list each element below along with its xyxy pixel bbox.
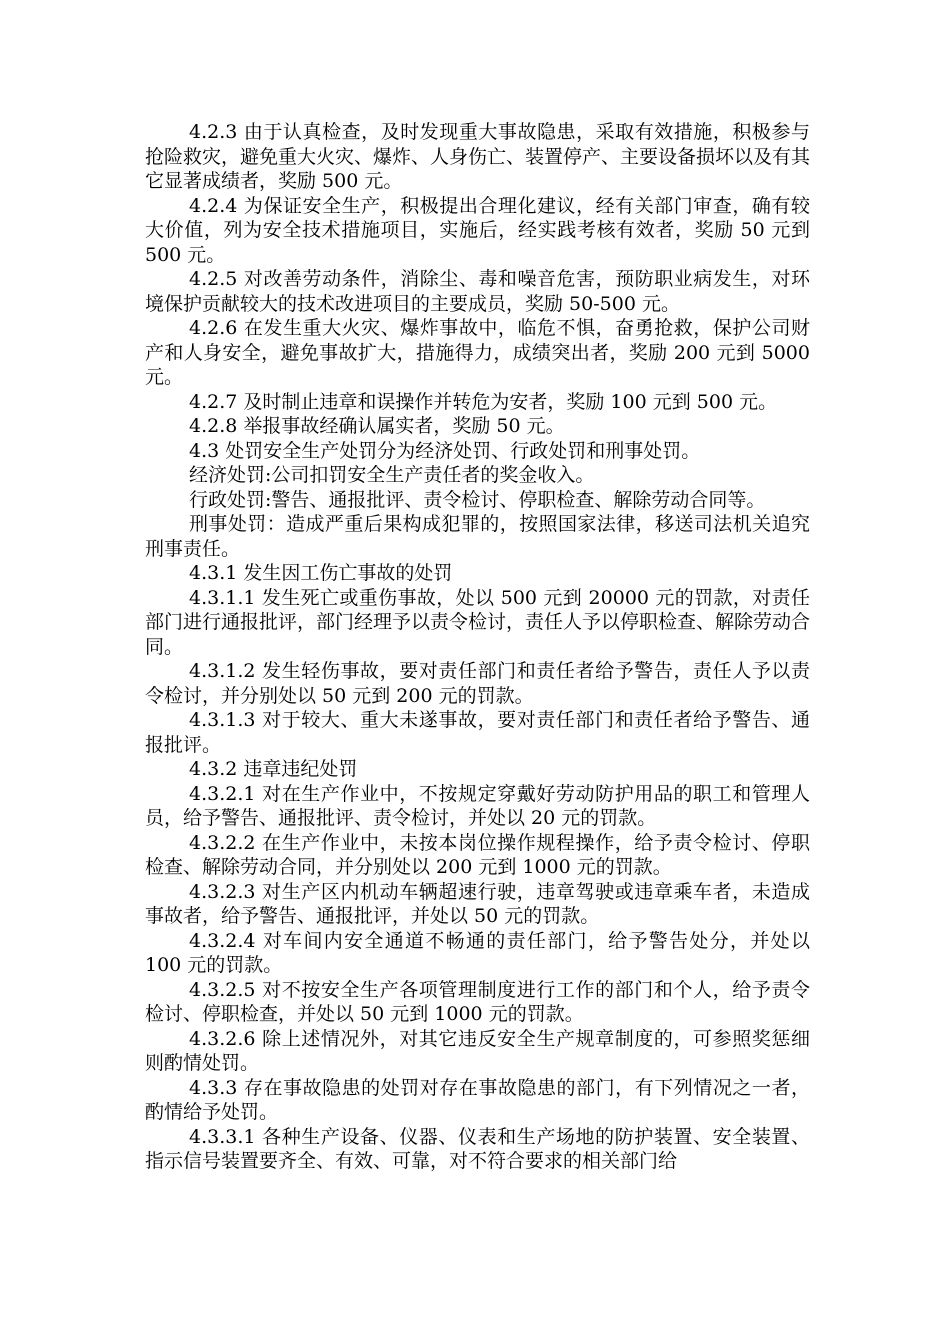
paragraph-4-2-5: 4.2.5 对改善劳动条件，消除尘、毒和噪音危害，预防职业病发生，对环境保护贡献较大的技术改进项目的主要成员，奖励 50-500 元。 — [145, 268, 810, 315]
paragraph-4-3-1-1: 4.3.1.1 发生死亡或重伤事故，处以 500 元到 20000 元的罚款，对责任部门进行通报批评，部门经理予以责令检讨，责任人予以停职检查、解除劳动合同。 — [145, 586, 811, 658]
paragraph-4-3-1: 4.3.1 发生因工伤亡事故的处罚 — [189, 562, 453, 584]
paragraph-4-3-2-6: 4.3.2.6 除上述情况外，对其它违反安全生产规章制度的，可参照奖惩细则酌情处罚。 — [145, 1027, 810, 1074]
paragraph-4-2-8: 4.2.8 举报事故经确认属实者，奖励 50 元。 — [189, 415, 565, 437]
paragraph-4-3-2-1: 4.3.2.1 对在生产作业中，不按规定穿戴好劳动防护用品的职工和管理人员，给予警告、通报批评、责令检讨，并处以 20 元的罚款。 — [145, 782, 810, 829]
paragraph-4-3-2: 4.3.2 违章违纪处罚 — [189, 758, 358, 780]
paragraph-4-2-3: 4.2.3 由于认真检查，及时发现重大事故隐患，采取有效措施，积极参与抢险救灾，避免重大火灾、爆炸、人身伤亡、装置停产、主要设备损坏以及有其它显著成绩者，奖励 500 元。 — [145, 121, 811, 192]
document-page — [145, 120, 810, 1174]
paragraph-administrative-penalty: 行政处罚:警告、通报批评、责令检讨、停职检查、解除劳动合同等。 — [189, 488, 766, 511]
paragraph-4-3-1-3: 4.3.1.3 对于较大、重大未遂事故，要对责任部门和责任者给予警告、通报批评。 — [145, 709, 810, 756]
paragraph-4-3-2-3: 4.3.2.3 对生产区内机动车辆超速行驶，违章驾驶或违章乘车者，未造成事故者，给予警告、通报批评，并处以 50 元的罚款。 — [145, 880, 810, 927]
paragraph-4-3-2-4: 4.3.2.4 对车间内安全通道不畅通的责任部门，给予警告处分，并处以 100 元的罚款。 — [145, 929, 810, 976]
paragraph-4-2-6: 4.2.6 在发生重大火灾、爆炸事故中，临危不惧，奋勇抢救，保护公司财产和人身安全，避免事故扩大，措施得力，成绩突出者，奖励 200 元到 5000 元。 — [145, 317, 810, 388]
paragraph-4-3: 4.3 处罚安全生产处罚分为经济处罚、行政处罚和刑事处罚。 — [189, 439, 701, 462]
paragraph-4-3-3: 4.3.3 存在事故隐患的处罚对存在事故隐患的部门，有下列情况之一者，酌情给予处罚。 — [145, 1076, 810, 1123]
paragraph-4-3-1-2: 4.3.1.2 发生轻伤事故，要对责任部门和责任者给予警告，责任人予以责令检讨，并分别处以 50 元到 200 元的罚款。 — [145, 660, 810, 707]
paragraph-criminal-penalty: 刑事处罚：造成严重后果构成犯罪的，按照国家法律，移送司法机关追究刑事责任。 — [145, 513, 810, 560]
paragraph-4-3-2-5: 4.3.2.5 对不按安全生产各项管理制度进行工作的部门和个人，给予责令检讨、停职检查，并处以 50 元到 1000 元的罚款。 — [145, 978, 810, 1025]
paragraph-4-3-2-2: 4.3.2.2 在生产作业中，未按本岗位操作规程操作，给予责令检讨、停职检查、解除劳动合同，并分别处以 200 元到 1000 元的罚款。 — [145, 831, 810, 878]
paragraph-4-3-3-1: 4.3.3.1 各种生产设备、仪器、仪表和生产场地的防护装置、安全装置、指示信号装置要齐全、有效、可靠，对不符合要求的相关部门给 — [145, 1125, 810, 1172]
paragraph-4-2-4: 4.2.4 为保证安全生产，积极提出合理化建议，经有关部门审查，确有较大价值，列为安全技术措施项目，实施后，经实践考核有效者，奖励 50 元到 500 元。 — [145, 194, 810, 266]
paragraph-economic-penalty: 经济处罚:公司扣罚安全生产责任者的奖金收入。 — [189, 464, 595, 486]
paragraph-4-2-7: 4.2.7 及时制止违章和误操作并转危为安者，奖励 100 元到 500 元。 — [189, 390, 778, 413]
